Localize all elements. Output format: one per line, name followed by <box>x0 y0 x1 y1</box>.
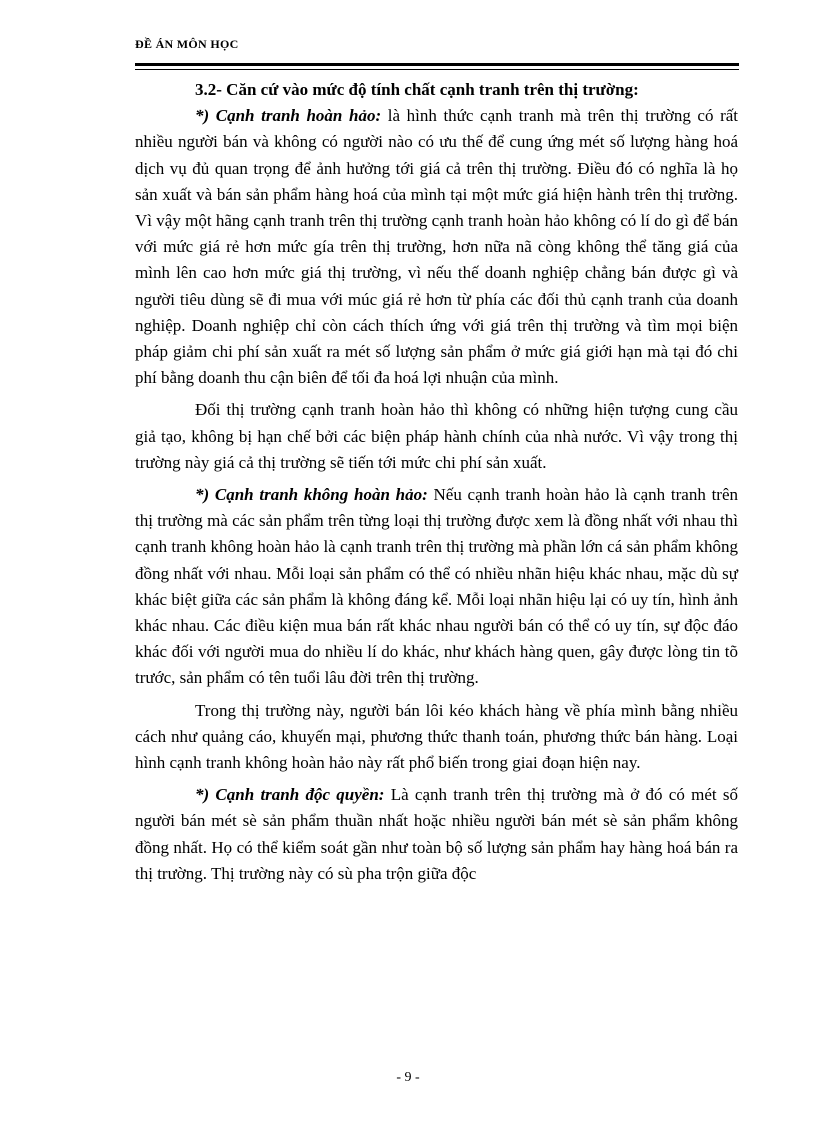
page-number: - 9 - <box>396 1070 420 1085</box>
paragraph-perfect-market <box>135 397 738 476</box>
paragraph-monopolistic-competition <box>135 782 738 887</box>
paragraph-imperfect-market <box>135 698 738 777</box>
document-header: ĐỀ ÁN MÔN HỌC <box>135 37 239 51</box>
header-rule-thick <box>135 63 739 66</box>
section-heading: 3.2- Căn cứ vào mức độ tính chất cạnh tranh trên thị trường: <box>195 80 639 99</box>
paragraph-text: Trong thị trường này, người bán lôi kéo khách hàng về phía mình bằng nhiều cách như quảng cáo, khuyến mại, phương thức thanh toán, phương thức bán hàng. Loại hình cạnh tranh không hoàn hảo này rất phổ biến trong giai đoạn hiện nay. <box>135 700 738 773</box>
paragraph-lead: *) Cạnh tranh không hoàn hảo: <box>195 485 428 505</box>
header-rule-thin <box>135 69 739 70</box>
page-content <box>135 77 738 893</box>
paragraph-imperfect-competition <box>135 482 738 692</box>
paragraph-text: Đối thị trường cạnh tranh hoàn hảo thì không có những hiện tượng cung cầu giả tạo, không bị hạn chế bởi các biện pháp hành chính của nhà nước. Vì vậy trong thị trường này giá cả thị trường sẽ tiến tới mức chi phí sản xuất. <box>135 400 738 472</box>
paragraph-text: là hình thức cạnh tranh mà trên thị trường có rất nhiều người bán và không có người nào có ưu thế để cung ứng mét số lượng hàng hoá dịch vụ đủ quan trọng để ảnh hưởng tới giá cả trên thị trường. Điều đó có nghĩa là họ sản xuất và bán sản phẩm hàng hoá của mình tại một mức giá hiện hành trên thị trường. Vì vậy một hãng cạnh tranh trên thị trường cạnh tranh hoàn hảo không có lí do gì để bán với mức giá rẻ hơn mức gía trên thị trường, hơn nữa nã còng không thể tăng giá của mình lên cao hơn mức giá thị trường, vì nếu thế doanh nghiệp chẳng bán được gì và người tiêu dùng sẽ đi mua với múc giá rẻ hơn từ phía các đối thủ cạnh tranh của doanh nghiệp. Doanh nghiệp chỉ còn cách thích ứng với giá trên thị trường và tìm mọi biện pháp giảm chi phí sản xuất ra mét số lượng sản phẩm ở mức giá giới hạn mà tại đó chi phí bằng doanh thu cận biên để tối đa hoá lợi nhuận của mình. <box>135 106 739 388</box>
paragraph-lead: *) Cạnh tranh hoàn hảo: <box>195 106 382 126</box>
paragraph-text: Là cạnh tranh trên thị trường mà ở đó có mét số người bán mét sè sản phẩm thuần nhất hoặc nhiều người bán mét sè sản phẩm không đồng nhất. Họ có thể kiểm soát gần như toàn bộ số lượng sản phẩm hay hàng hoá bán ra thị trường. Thị trường này có sù pha trộn giữa độc <box>135 785 739 883</box>
paragraph-perfect-competition <box>135 103 738 391</box>
paragraph-lead: *) Cạnh tranh độc quyền: <box>195 785 385 805</box>
paragraph-text: Nếu cạnh tranh hoàn hảo là cạnh tranh trên thị trường mà các sản phẩm trên từng loại thị trường được xem là đồng nhất với nhau thì cạnh tranh không hoàn hảo là cạnh tranh trên thị trường mà phần lớn cá sản phẩm không đồng nhất với nhau. Mỗi loại sản phẩm có thể có nhiều nhãn hiệu khác nhau, mặc dù sự khác biệt giữa các sản phẩm là không đáng kể. Mỗi loại nhãn hiệu lại có uy tín, hình ảnh khác nhau. Các điều kiện mua bán rất khác nhau người bán có thể có uy tín, sự độc đáo khác đối với người mua do nhiều lí do khác, như khách hàng quen, gây được lòng tin tõ trước, sản phẩm có tên tuổi lâu đời trên thị trường. <box>135 485 739 688</box>
